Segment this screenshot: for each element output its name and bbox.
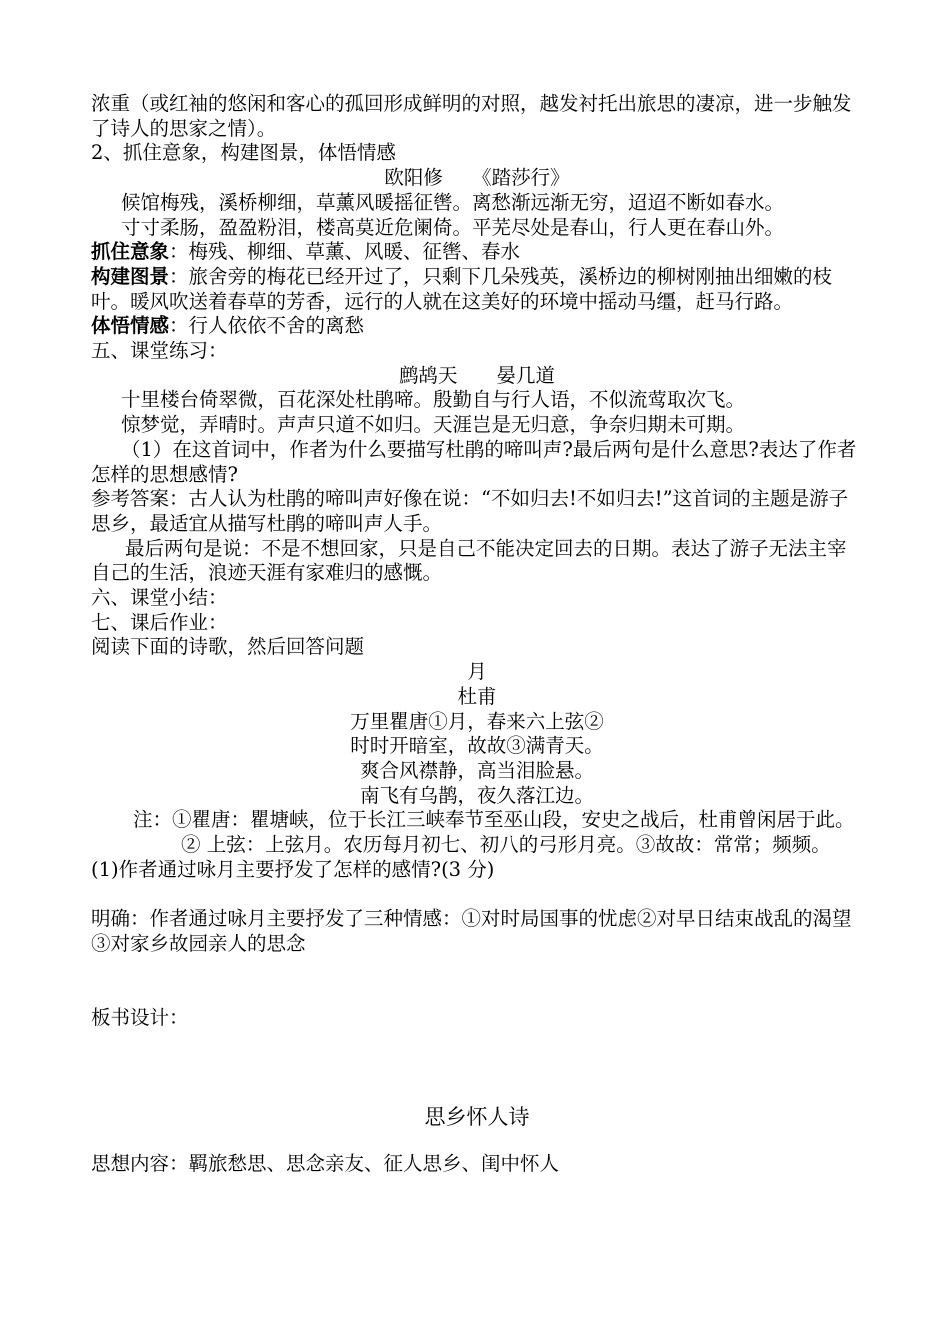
section-6-heading: 六、课堂小结： <box>91 586 228 610</box>
spacer <box>91 957 863 1006</box>
imagery-paragraph <box>91 240 863 265</box>
board-content: 思想内容：羁旅愁思、思念亲友、征人思乡、闺中怀人 <box>91 1152 560 1175</box>
section-5-heading: 五、课堂练习： <box>91 339 228 363</box>
scene-label: 构建图景 <box>91 264 170 288</box>
note-2: ② 上弦：上弦月。农历每月初七、初八的弓形月亮。③故故：常常；频频。 <box>181 833 831 857</box>
scene-text: ：旅舍旁的梅花已经开过了，只剩下几朵残英，溪桥边的柳树刚抽出细嫩的枝叶。暖风吹送着春草的芳香，远行的人就在这美好的环境中摇动马缰，赶马行路。 <box>91 264 833 313</box>
poem3-line-1: 万里瞿唐①月，春来六上弦② <box>350 709 604 733</box>
poem3-title: 月 <box>467 660 487 684</box>
poem1-title: 欧阳修 《踏莎行》 <box>384 166 570 190</box>
question-2: (1)作者通过咏月主要抒发了怎样的感情?(3 分) <box>91 857 495 881</box>
emotion-paragraph <box>91 314 863 339</box>
note-1: 注：①瞿唐：瞿塘峡，位于长江三峡奉节至巫山段，安史之战后，杜甫曾闲居于此。 <box>133 808 855 832</box>
homework-intro: 阅读下面的诗歌，然后回答问题 <box>91 635 365 659</box>
answer-3: 明确：作者通过咏月主要抒发了三种情感：①对时局国事的忧虑②对早日结束战乱的渴望③对家乡故园亲人的思念 <box>91 907 852 955</box>
poem3-line-4: 南飞有乌鹊，夜久落江边。 <box>359 783 594 807</box>
scene-paragraph <box>91 265 863 314</box>
poem3-author: 杜甫 <box>457 684 497 708</box>
poem1-line-2: 寸寸柔肠，盈盈粉泪，楼高莫近危阑倚。平芜尽处是春山，行人更在春山外。 <box>121 215 785 239</box>
section-7-heading: 七、课后作业： <box>91 610 228 634</box>
spacer <box>91 883 863 908</box>
board-design-heading: 板书设计： <box>91 1005 189 1029</box>
document-page <box>91 92 863 1177</box>
poem2-line-1: 十里楼台倚翠微，百花深处杜鹃啼。殷勤自与行人语，不似流莺取次飞。 <box>121 388 746 412</box>
answer-1: 参考答案：古人认为杜鹃的啼叫声好像在说：“不如归去!不如归去!”这首词的主题是游子思乡，最适宜从描写杜鹃的啼叫声人手。 <box>91 487 849 535</box>
poem1-line-1: 候馆梅残，溪桥柳细，草薰风暖摇征辔。离愁渐远渐无穷，迢迢不断如春水。 <box>121 190 785 214</box>
imagery-label: 抓住意象 <box>91 240 170 264</box>
question-1: （1）在这首词中，作者为什么要描写杜鹃的啼叫声?最后两句是什么意思?表达了作者怎样的思想感情? <box>91 437 857 486</box>
answer-2: 最后两句是说：不是不想回家，只是自己不能决定回去的日期。表达了游子无法主宰自己的生活，浪迹天涯有家难归的感慨。 <box>91 536 847 585</box>
board-title: 思乡怀人诗 <box>424 1105 530 1130</box>
emotion-label: 体悟情感 <box>91 314 170 338</box>
poem3-line-2: 时时开暗室，故故③满青天。 <box>350 734 604 758</box>
section-heading-2: 2、抓住意象，构建图景，体悟情感 <box>91 141 396 165</box>
poem2-title: 鹧鸪天 晏几道 <box>398 363 555 387</box>
poem3-line-3: 爽合风襟静，高当泪脸悬。 <box>359 758 594 782</box>
spacer <box>91 1030 863 1079</box>
poem2-line-2: 惊梦觉，弄晴时。声声只道不如归。天涯岂是无归意，争奈归期未可期。 <box>121 413 746 437</box>
imagery-text: ：梅残、柳细、草薰、风暖、征辔、春水 <box>169 240 521 264</box>
emotion-text: ：行人依依不舍的离愁 <box>169 314 365 338</box>
paragraph-continuation: 浓重（或红袖的悠闲和客心的孤回形成鲜明的对照，越发衬托出旅思的凄凉，进一步触发了诗人的思家之情）。 <box>91 92 852 140</box>
